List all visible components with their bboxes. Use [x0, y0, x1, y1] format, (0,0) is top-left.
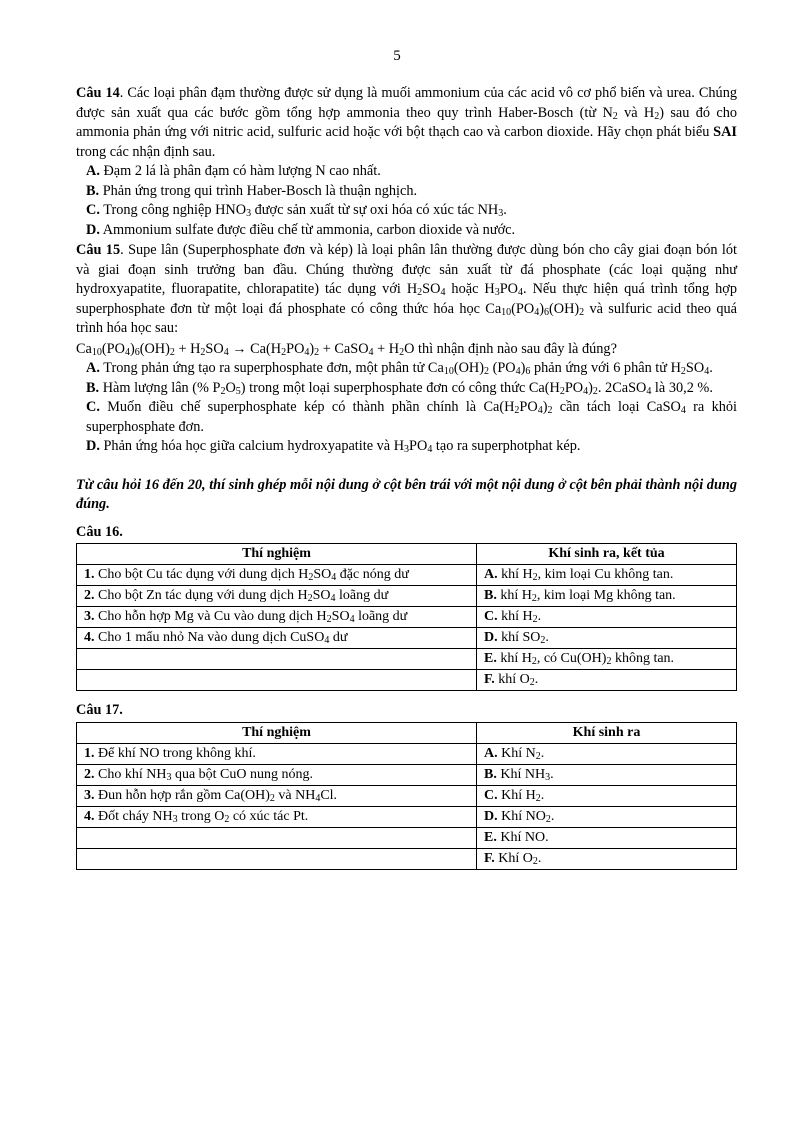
- answer-option-text: Phản ứng trong qui trình Haber-Bosch là thuận nghịch.: [99, 182, 418, 199]
- left-cell: [77, 764, 477, 785]
- left-cell: [77, 565, 477, 586]
- right-cell: [477, 785, 737, 806]
- answer-option-text: Hàm lượng lân (% $P_2O_5$) trong một loại superphosphate đơn có công thức $Ca(H_2PO_4)_2$. 2CaSO$_4$ là 30,2 %.: [99, 379, 713, 397]
- question-17-table: [76, 722, 737, 870]
- table-row: [77, 848, 737, 869]
- left-cell: [77, 827, 477, 848]
- item-text: Cho khí $NH_3$ qua bột CuO nung nóng.: [94, 766, 314, 783]
- left-cell: [77, 607, 477, 628]
- item-key: C.: [484, 787, 498, 803]
- item-key: 3.: [84, 787, 95, 803]
- right-cell: [477, 670, 737, 691]
- item-key: F.: [484, 672, 495, 687]
- question-15-stem: . Supe lân (Superphosphate đơn và kép) là loại phân lân thường được dùng bón cho cây giai đoạn bón lót và giai đoạn sinh trưởng ban đầu. Chúng thường được sản xuất từ đá phosphate (các loại quặng như hydroxyapatite, fluorapatite, chlorapatite) tác dụng với $H_2SO_4$ hoặc $H_3PO_4$. Nếu thực hiện quá trình tổng hợp superphosphate đơn từ một loại đá phosphate có công thức hóa học $Ca_{10}(PO_4)_6(OH)_2$ và sulfuric acid theo quá trình hóa học sau:: [76, 242, 738, 336]
- item-key: B.: [484, 766, 497, 782]
- answer-option: [76, 437, 737, 457]
- answer-option-key: B.: [86, 182, 100, 199]
- question-14: [76, 84, 737, 162]
- answer-option: [76, 182, 737, 202]
- item-key: D.: [484, 630, 498, 645]
- question-15-options: [76, 359, 737, 457]
- right-cell: [477, 649, 737, 670]
- item-key: C.: [484, 609, 498, 624]
- item-key: 2.: [84, 766, 95, 782]
- item-text: Khí $O_2$.: [494, 850, 542, 867]
- item-text: Đun hỗn hợp rắn gồm $Ca(OH)_2$ và $NH_4Cl$.: [94, 787, 338, 804]
- answer-option-text: Trong phản ứng tạo ra superphosphate đơn, một phân tử $Ca_{10}(OH)_2$ $(PO_4)_6$ phản ứng với 6 phân tử $H_2SO_4$.: [99, 360, 713, 377]
- item-key: 4.: [84, 630, 95, 645]
- left-cell: [77, 649, 477, 670]
- item-text: Khí $N_2$.: [497, 745, 545, 762]
- column-header-experiment: Thí nghiệm: [77, 544, 477, 565]
- left-cell: [77, 586, 477, 607]
- table-row: [77, 806, 737, 827]
- table-header-row: [77, 544, 737, 565]
- answer-option-text: Phản ứng hóa học giữa calcium hydroxyapatite và $H_3PO_4$ tạo ra superphotphat kép.: [99, 438, 581, 455]
- item-key: E.: [484, 651, 497, 666]
- table-row: [77, 764, 737, 785]
- item-text: Khí NO.: [496, 829, 549, 845]
- answer-option: [76, 162, 737, 182]
- left-cell: [77, 743, 477, 764]
- right-cell: [477, 565, 737, 586]
- item-key: 2.: [84, 588, 95, 603]
- item-key: D.: [484, 808, 498, 824]
- left-cell: [77, 848, 477, 869]
- document-body: [76, 84, 737, 870]
- answer-option-text: Đạm 2 lá là phân đạm có hàm lượng N cao nhất.: [99, 163, 381, 179]
- item-key: A.: [484, 567, 498, 582]
- answer-option-key: C.: [86, 202, 100, 218]
- page-number: 5: [393, 48, 401, 64]
- question-15: [76, 241, 737, 339]
- right-cell: [477, 743, 737, 764]
- answer-option-text: Trong công nghiệp $HNO_3$ được sản xuất từ sự oxi hóa có xúc tác $NH_3$.: [99, 202, 507, 219]
- item-text: khí $H_2$.: [497, 609, 542, 625]
- item-text: Khí $H_2$.: [497, 787, 545, 804]
- answer-option-key: D.: [86, 438, 100, 454]
- table-header-row: [77, 722, 737, 743]
- table-row: [77, 670, 737, 691]
- left-cell: [77, 785, 477, 806]
- right-cell: [477, 586, 737, 607]
- item-key: F.: [484, 850, 495, 866]
- column-header-result: Khí sinh ra: [477, 722, 737, 743]
- question-15-equation: $Ca_{10}(PO_4)_6(OH)_2 + H_2SO_4 \to Ca(H_2PO_4)_2$ + CaSO$_4$ + $H_2O$ thì nhận định nào sau đây là đúng?: [76, 340, 617, 358]
- item-text: Cho bột Zn tác dụng với dung dịch $H_2SO_4$ loãng dư: [94, 588, 389, 604]
- right-cell: [477, 806, 737, 827]
- question-16-label: Câu 16.: [76, 523, 123, 540]
- left-cell: [77, 628, 477, 649]
- item-key: 1.: [84, 567, 95, 582]
- left-cell: [77, 806, 477, 827]
- answer-option: [76, 221, 737, 241]
- item-text: Đốt cháy $NH_3$ trong $O_2$ có xúc tác Pt.: [94, 808, 309, 825]
- table-row: [77, 827, 737, 848]
- column-header-result: Khí sinh ra, kết tủa: [477, 544, 737, 565]
- answer-option: [76, 201, 737, 221]
- right-cell: [477, 827, 737, 848]
- item-text: khí $O_2$.: [494, 672, 539, 688]
- answer-option-key: C.: [86, 399, 100, 415]
- answer-option: [76, 379, 737, 399]
- table-row: [77, 628, 737, 649]
- answer-option-key: B.: [86, 379, 100, 396]
- item-text: khí $H_2$, có $Cu(OH)_2$ không tan.: [496, 651, 675, 667]
- matching-instruction: Từ câu hỏi 16 đến 20, thí sinh ghép mỗi nội dung ở cột bên trái với một nội dung ở cột bên phải thành nội dung đúng.: [76, 476, 737, 512]
- item-text: Khí $NH_3$.: [496, 766, 554, 783]
- question-16-table: [76, 543, 737, 691]
- answer-option: [76, 359, 737, 379]
- item-text: Cho hỗn hợp Mg và Cu vào dung dịch $H_2SO_4$ loãng dư: [94, 609, 408, 625]
- question-15-label: Câu 15: [76, 242, 121, 258]
- answer-option-key: D.: [86, 221, 100, 238]
- column-header-experiment: Thí nghiệm: [77, 722, 477, 743]
- item-key: 3.: [84, 609, 95, 624]
- question-14-label: Câu 14: [76, 85, 120, 101]
- item-key: 1.: [84, 745, 95, 761]
- item-text: Cho 1 mẩu nhỏ Na vào dung dịch CuSO$_4$ dư: [94, 630, 348, 646]
- left-cell: [77, 670, 477, 691]
- question-14-options: [76, 162, 737, 240]
- answer-option-text: Muốn điều chế superphosphate kép có thành phần chính là $Ca(H_2PO_4)_2$ cần tách loại CaSO$_4$ ra khỏi superphosphate đơn.: [86, 399, 737, 435]
- right-cell: [477, 628, 737, 649]
- answer-option: [76, 398, 737, 437]
- item-key: A.: [484, 745, 498, 761]
- item-key: E.: [484, 829, 497, 845]
- answer-option-key: A.: [86, 163, 100, 179]
- answer-option-text: Ammonium sulfate được điều chế từ ammonia, carbon dioxide và nước.: [99, 221, 516, 238]
- table-row: [77, 649, 737, 670]
- answer-option-key: A.: [86, 360, 100, 376]
- item-text: khí $SO_2$.: [497, 630, 549, 646]
- question-14-stem: . Các loại phân đạm thường được sử dụng là muối ammonium của các acid vô cơ phổ biến và urea. Chúng được sản xuất qua các bước gồm tổng hợp ammonia theo quy trình Haber-Bosch (từ $N_2$ và $H_2$) sau đó cho ammonia phản ứng với nitric acid, sulfuric acid hoặc với bột thạch cao và carbon dioxide. Hãy chọn phát biểu SAI trong các nhận định sau.: [76, 85, 738, 160]
- item-text: Cho bột Cu tác dụng với dung dịch $H_2SO_4$ đặc nóng dư: [94, 567, 409, 583]
- item-key: B.: [484, 588, 497, 603]
- item-key: 4.: [84, 808, 95, 824]
- table-row: [77, 743, 737, 764]
- item-text: Khí $NO_2$.: [497, 808, 555, 825]
- table-row: [77, 586, 737, 607]
- item-text: khí $H_2$, kim loại Cu không tan.: [497, 567, 674, 583]
- right-cell: [477, 764, 737, 785]
- right-cell: [477, 607, 737, 628]
- right-cell: [477, 848, 737, 869]
- table-row: [77, 565, 737, 586]
- question-17-label: Câu 17.: [76, 702, 123, 718]
- item-text: khí $H_2$, kim loại Mg không tan.: [496, 588, 676, 604]
- item-text: Để khí NO trong không khí.: [94, 745, 256, 761]
- table-row: [77, 607, 737, 628]
- table-row: [77, 785, 737, 806]
